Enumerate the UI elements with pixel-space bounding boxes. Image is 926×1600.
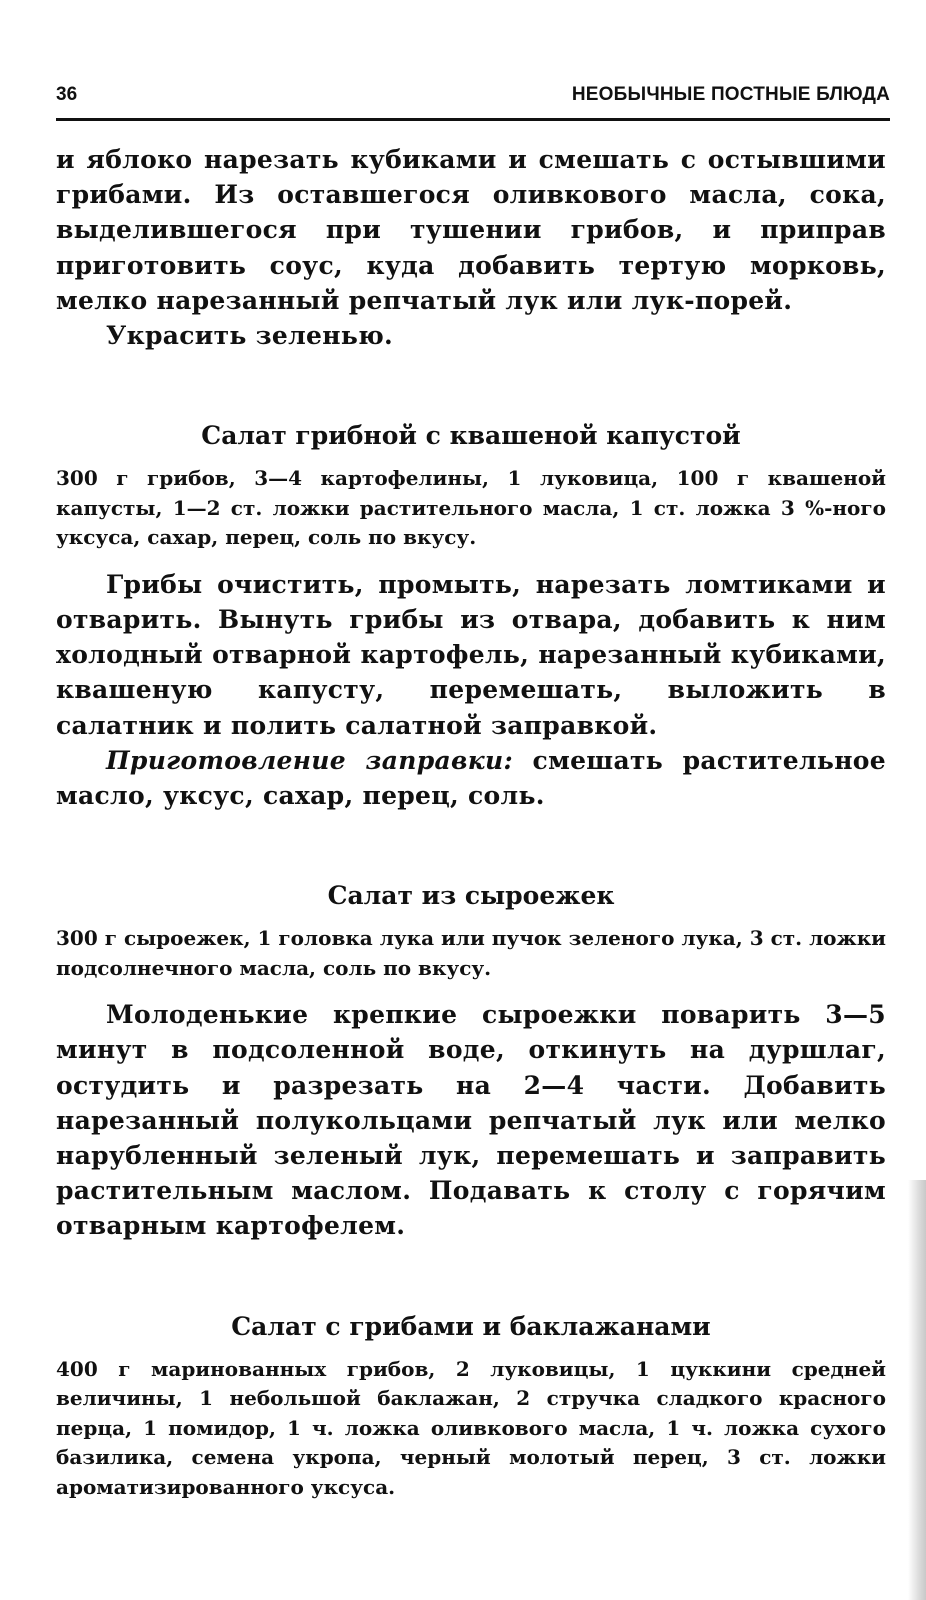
- dressing-text: смешать растительное масло, уксус, сахар, перец, соль.: [56, 745, 886, 810]
- recipe-title-mushroom-sauerkraut: Салат грибной с квашеной капустой: [201, 421, 741, 451]
- running-title: НЕОБЫЧНЫЕ ПОСТНЫЕ БЛЮДА: [571, 84, 890, 105]
- page-content: [56, 142, 886, 1502]
- recipe-title-mushroom-eggplant: Салат с грибами и баклажанами: [231, 1311, 711, 1341]
- header-rule: [56, 118, 890, 121]
- recipe-ingredients-mushroom-sauerkraut: 300 г грибов, 3—4 картофелины, 1 луковица, 100 г квашеной капусты, 1—2 ст. ложки растительного масла, 1 ст. ложка 3 %-ного уксуса, сахар, перец, соль по вкусу.: [56, 466, 886, 550]
- intro-paragraph: и яблоко нарезать кубиками и смешать с остывшими грибами. Из оставшегося оливкового масла, сока, выделившегося при тушении грибов, и приправ приготовить соус, куда добавить тертую морковь, мелко нарезанный репчатый лук или лук-порей.: [56, 145, 886, 315]
- recipe-method-russula: Молоденькие крепкие сыроежки поварить 3—5 минут в подсоленной воде, откинуть на дуршлаг, остудить и разрезать на 2—4 части. Добавить нарезанный полукольцами репчатый лук или мелко нарубленный зеленый лук, перемешать и заправить растительным маслом. Подавать к столу с горячим отварным картофелем.: [56, 1000, 886, 1241]
- page-header: [56, 80, 890, 116]
- page-edge-shadow: [908, 1180, 926, 1600]
- recipe-ingredients-mushroom-eggplant: 400 г маринованных грибов, 2 луковицы, 1 цуккини средней величины, 1 небольшой баклажан, 2 стручка сладкого красного перца, 1 помидор, 1 ч. ложка оливкового масла, 1 ч. ложка сухого базилика, семена укропа, черный молотый перец, 3 ст. ложки ароматизированного уксуса.: [56, 1356, 886, 1499]
- dressing-label: Приготовление заправки:: [106, 745, 513, 775]
- intro-garnish: Украсить зеленью.: [106, 321, 394, 351]
- recipe-dressing-mushroom-sauerkraut: [56, 743, 886, 813]
- recipe-title-russula: Салат из сыроежек: [327, 881, 615, 911]
- recipe-ingredients-russula: 300 г сыроежек, 1 головка лука или пучок зеленого лука, 3 ст. ложки подсолнечного масла, соль по вкусу.: [56, 926, 886, 980]
- recipe-method-mushroom-sauerkraut: Грибы очистить, промыть, нарезать ломтиками и отварить. Вынуть грибы из отвара, добавить к ним холодный отварной картофель, нарезанный кубиками, квашеную капусту, перемешать, выложить в салатник и полить салатной заправкой.: [56, 569, 886, 740]
- page-number: 36: [56, 84, 78, 105]
